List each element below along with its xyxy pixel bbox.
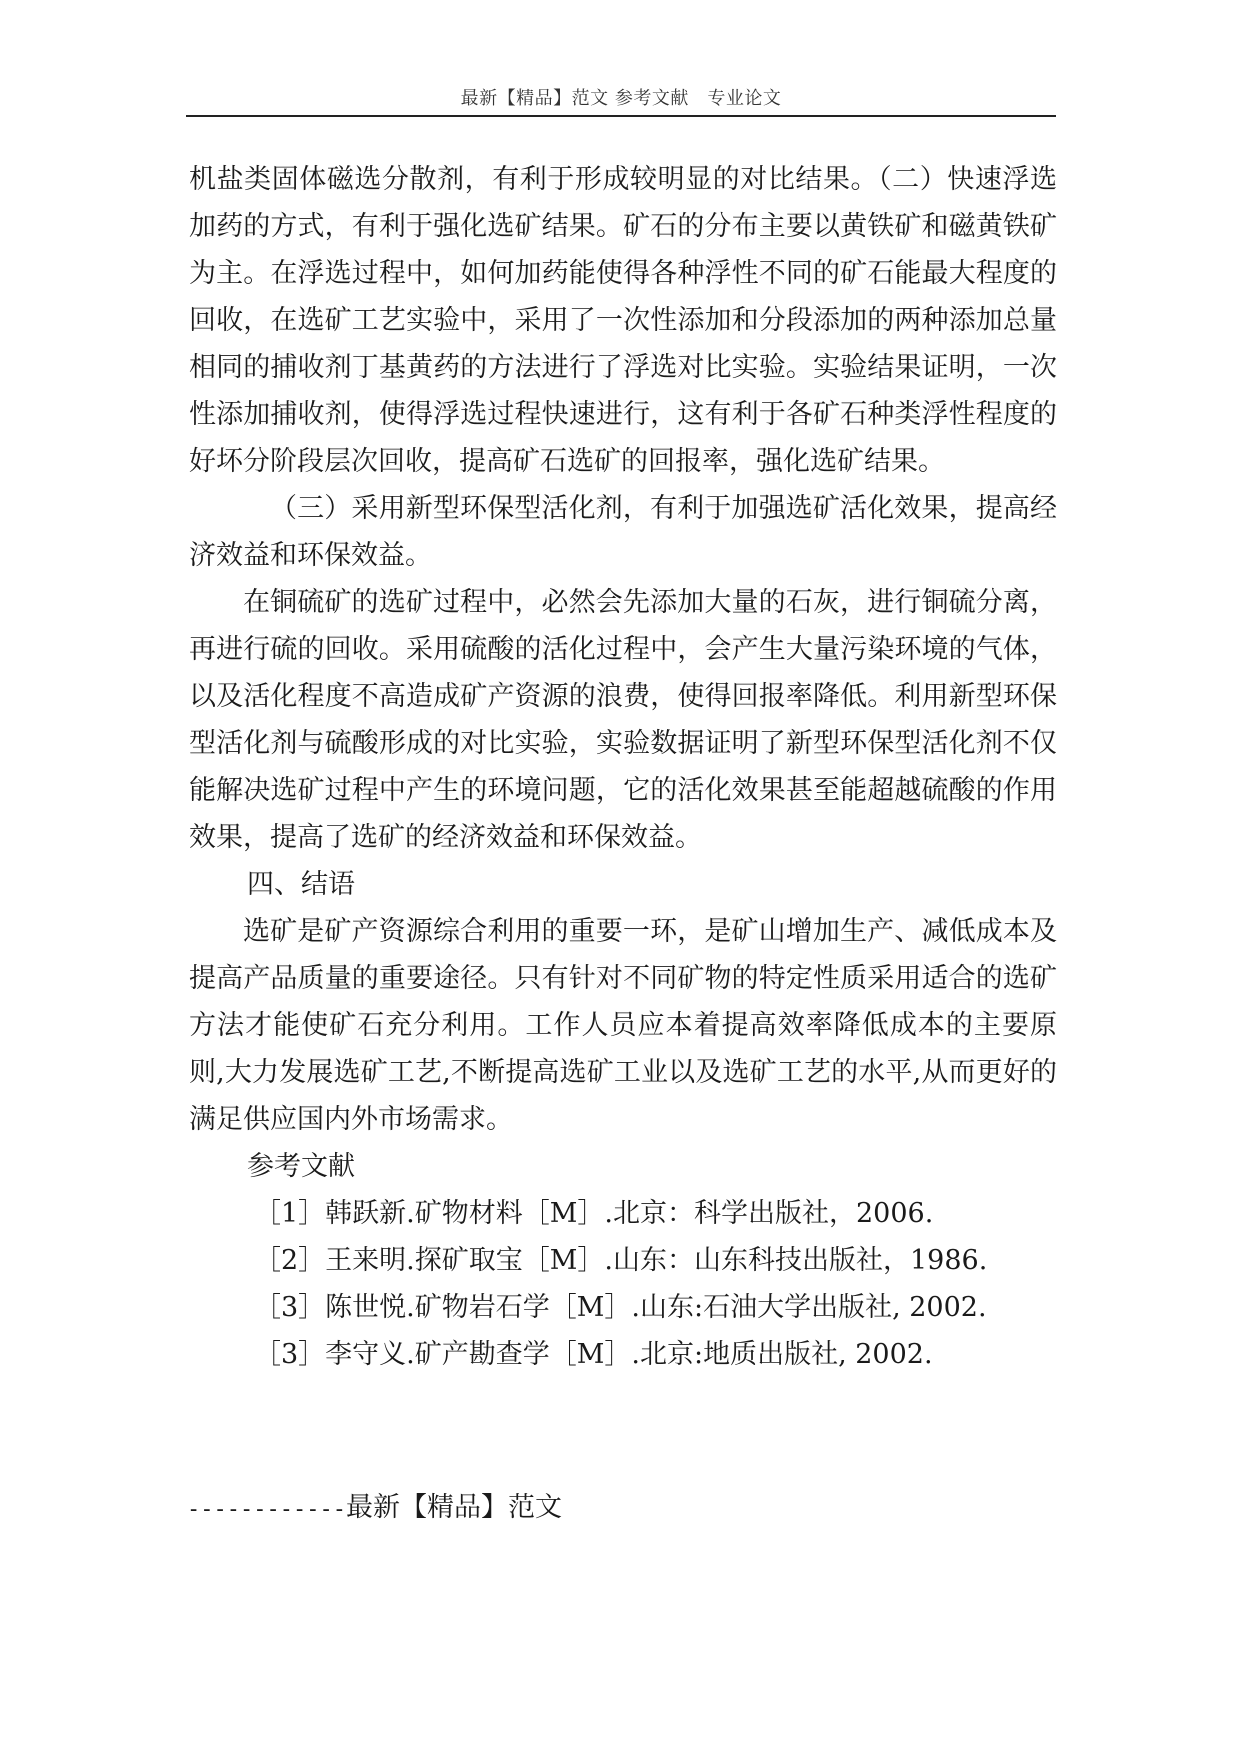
section-heading: 四、结语 (247, 869, 355, 900)
paragraph: 选矿是矿产资源综合利用的重要一环，是矿山增加生产、减低成本及提高产品质量的重要途径。只有针对不同矿物的特定性质采用适合的选矿方法才能使矿石充分利用。工作人员应本着提高效率降低成本的主要原则,大力发展选矿工艺,不断提高选矿工业以及选矿工艺的水平,从而更好的满足供应国内外市场需求。 (189, 916, 1057, 1135)
document-body (189, 156, 1057, 1378)
page-header: 最新【精品】范文 参考文献 专业论文 (460, 88, 782, 109)
reference-item: ［1］韩跃新.矿物材料［M］.北京：科学出版社，2006. (254, 1198, 934, 1229)
footer-dashes: ------------ (187, 1497, 346, 1522)
header-divider (186, 115, 1056, 117)
footer-text: 最新【精品】范文 (345, 1492, 562, 1523)
references-heading: 参考文献 (247, 1151, 355, 1182)
reference-item: ［3］李守义.矿产勘查学［M］.北京:地质出版社, 2002. (254, 1339, 933, 1370)
page-footer (187, 1485, 562, 1524)
paragraph: 机盐类固体磁选分散剂，有利于形成较明显的对比结果。（二）快速浮选加药的方式，有利于强化选矿结果。矿石的分布主要以黄铁矿和磁黄铁矿为主。在浮选过程中，如何加药能使得各种浮性不同的矿石能最大程度的回收，在选矿工艺实验中，采用了一次性添加和分段添加的两种添加总量相同的捕收剂丁基黄药的方法进行了浮选对比实验。实验结果证明，一次性添加捕收剂，使得浮选过程快速进行，这有利于各矿石种类浮性程度的好坏分阶段层次回收，提高矿石选矿的回报率，强化选矿结果。 (189, 164, 1057, 477)
reference-item: ［3］陈世悦.矿物岩石学［M］.山东:石油大学出版社, 2002. (254, 1292, 987, 1323)
paragraph: 在铜硫矿的选矿过程中，必然会先添加大量的石灰，进行铜硫分离，再进行硫的回收。采用硫酸的活化过程中，会产生大量污染环境的气体，以及活化程度不高造成矿产资源的浪费，使得回报率降低。利用新型环保型活化剂与硫酸形成的对比实验，实验数据证明了新型环保型活化剂不仅能解决选矿过程中产生的环境问题，它的活化效果甚至能超越硫酸的作用效果，提高了选矿的经济效益和环保效益。 (189, 587, 1057, 853)
reference-item: ［2］王来明.探矿取宝［M］.山东：山东科技出版社，1986. (254, 1245, 988, 1276)
reference-list (189, 1190, 1057, 1378)
paragraph: （三）采用新型环保型活化剂，有利于加强选矿活化效果，提高经济效益和环保效益。 (189, 493, 1057, 571)
